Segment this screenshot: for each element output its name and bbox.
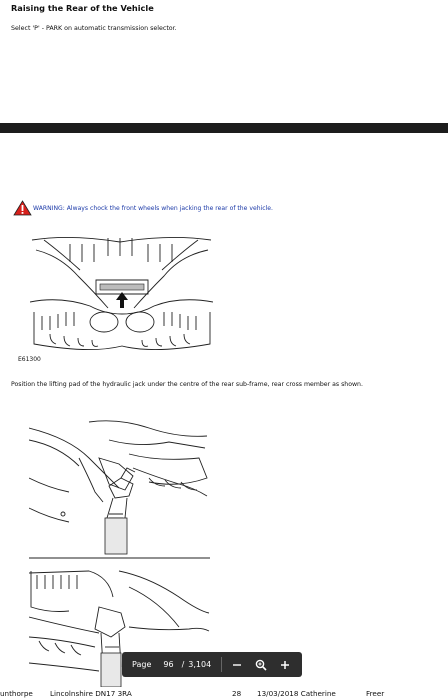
footer-date-name: 13/03/2018 Catherine [257, 689, 336, 698]
figure-label: E61300 [18, 356, 41, 363]
page-footer [0, 688, 448, 700]
pdf-viewer-toolbar [122, 652, 302, 677]
plus-icon [280, 660, 290, 670]
zoom-in-button[interactable] [276, 656, 294, 674]
zoom-button[interactable] [252, 656, 270, 674]
page-separator: / [181, 660, 185, 669]
instruction-text: Select 'P' - PARK on automatic transmission selector. [11, 25, 177, 32]
footer-surname: Freer [366, 689, 385, 698]
current-page-input[interactable]: 96 [163, 660, 174, 669]
magnifier-icon [255, 659, 267, 671]
zoom-out-button[interactable] [228, 656, 246, 674]
footer-town: unthorpe [0, 689, 33, 698]
footer-county-postcode: Lincolnshire DN17 3RA [50, 689, 132, 698]
warning-triangle-icon [13, 200, 32, 216]
toolbar-divider [221, 657, 222, 672]
instruction-paragraph: Position the lifting pad of the hydraulic jack under the centre of the rear sub-frame, rear cross member as shown. [11, 381, 363, 388]
warning-callout [13, 200, 273, 216]
page-separator-bar [0, 123, 448, 133]
page-label: Page [132, 660, 152, 669]
minus-icon [232, 660, 242, 670]
section-title: Raising the Rear of the Vehicle [11, 3, 154, 13]
footer-page-number: 28 [232, 689, 242, 698]
warning-text: WARNING: Always chock the front wheels when jacking the rear of the vehicle. [33, 204, 273, 212]
jack-under-crossmember-illustration [29, 418, 210, 560]
total-pages: 3,104 [188, 660, 212, 669]
subframe-jack-point-illustration [30, 232, 213, 359]
